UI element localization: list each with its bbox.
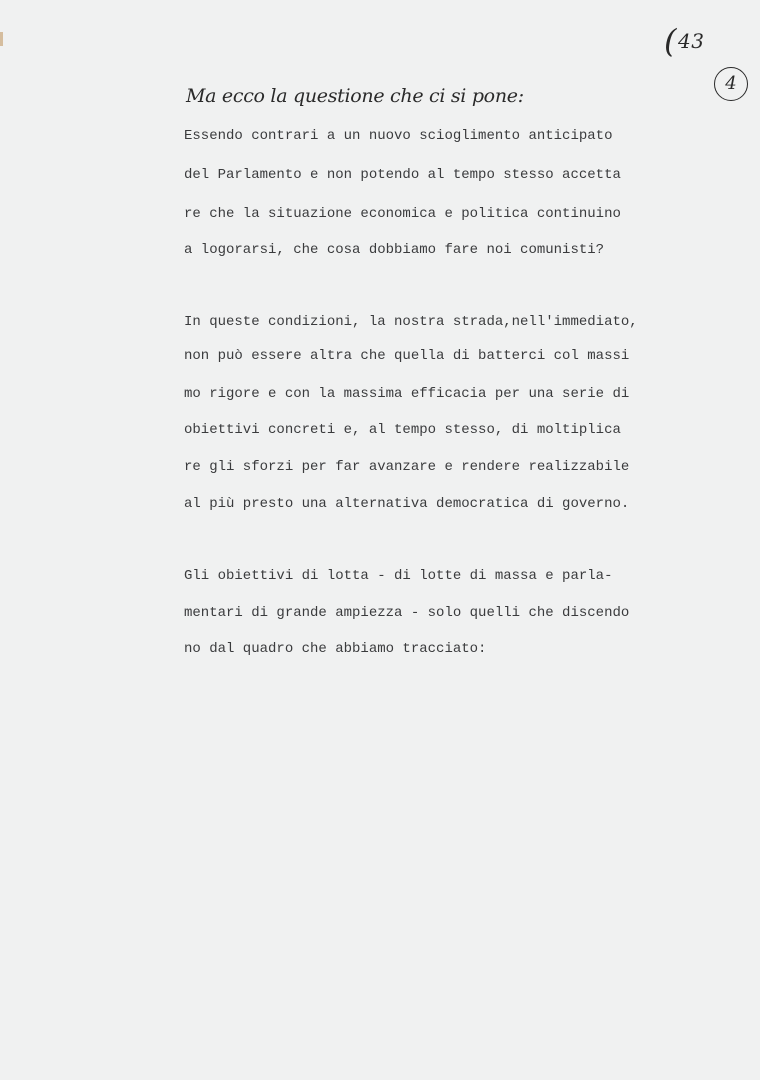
paper-edge-mark (0, 32, 3, 46)
typed-line: In queste condizioni, la nostra strada,nell'immediato, (184, 314, 638, 330)
typed-line: al più presto una alternativa democratica di governo. (184, 496, 630, 512)
typed-line: re gli sforzi per far avanzare e rendere realizzabile (184, 459, 630, 475)
typed-line: non può essere altra che quella di batterci col massi (184, 348, 630, 364)
typed-line: mentari di grande ampiezza - solo quelli che discendo (184, 605, 630, 621)
circled-page-number: 4 (714, 67, 748, 101)
typed-line: Gli obiettivi di lotta - di lotte di massa e parla- (184, 568, 613, 584)
typed-line: a logorarsi, che cosa dobbiamo fare noi comunisti? (184, 242, 605, 258)
typed-line: re che la situazione economica e politica continuino (184, 206, 621, 222)
typed-line: mo rigore e con la massima efficacia per una serie di (184, 386, 630, 402)
typed-line: no dal quadro che abbiamo tracciato: (184, 641, 487, 657)
typed-line: Essendo contrari a un nuovo scioglimento anticipato (184, 128, 613, 144)
typed-line: del Parlamento e non potendo al tempo stesso accetta (184, 167, 621, 183)
handwritten-page-number: (43 (664, 22, 705, 60)
handwritten-heading: Ma ecco la questione che ci si pone: (186, 85, 524, 107)
typed-line: obiettivi concreti e, al tempo stesso, di moltiplica (184, 422, 621, 438)
